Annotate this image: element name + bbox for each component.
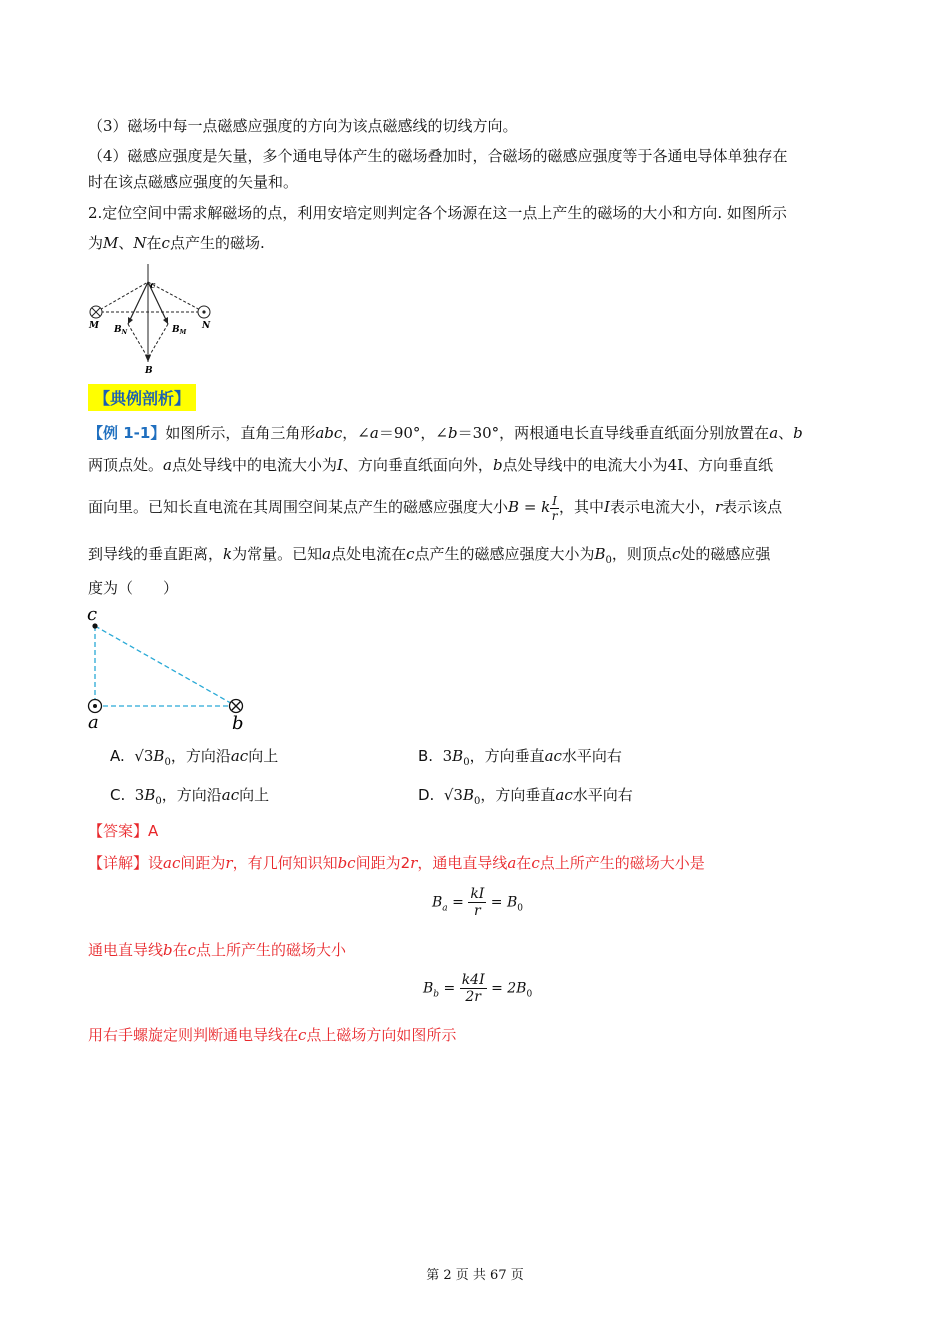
fig2-label-b: b <box>232 713 244 732</box>
intro-item-4-line2: 时在该点磁感应强度的矢量和。 <box>88 173 299 191</box>
equation-Bb: $B_b$ = $\frac{k4I}{2r}$ = $2B_0$ <box>423 972 533 1005</box>
point-2-line2: 为M、N在c点产生的磁场. <box>88 234 265 252</box>
fig2-label-a: a <box>88 712 99 732</box>
option-d[interactable]: D. $√3B_0$，方向垂直ac水平向右 <box>418 786 633 807</box>
point-2-line1: 2.定位空间中需求解磁场的点，利用安培定则判定各个场源在这一点上产生的磁场的大小和方向. 如图所示 <box>88 204 787 222</box>
example-line2: 两顶点处。a点处导线中的电流大小为I、方向垂直纸面向外，b点处导线中的电流大小为4I、方向垂直纸 <box>88 456 774 474</box>
detail-line1: 【详解】设ac间距为r，有几何知识知bc间距为2r，通电直导线a在c点上所产生的磁场大小是 <box>88 854 705 872</box>
option-a[interactable]: A. $√3B_0$，方向沿ac向上 <box>110 747 279 768</box>
option-c[interactable]: C. $3B_0$，方向沿ac向上 <box>110 786 270 807</box>
dashed-line-BN-B <box>128 324 148 358</box>
equation-Ba: $B_a$ = $\frac{kI}{r}$ = $B_0$ <box>432 886 523 919</box>
detail-line2: 通电直导线b在c点上所产生的磁场大小 <box>88 941 347 959</box>
intro-item-3: （3）磁场中每一点磁感应强度的方向为该点磁感线的切线方向。 <box>88 117 518 135</box>
example-line1: 【例 1-1】如图所示，直角三角形abc，∠a＝90°，∠b＝30°，两根通电长直导线垂直纸面分别放置在a、b <box>88 424 803 442</box>
fig1-label-BM: $B_M$ <box>172 325 187 336</box>
fig1-label-N: N <box>202 321 211 331</box>
example-line3: 面向里。已知长直电流在其周围空间某点产生的磁感应强度大小B = k $\frac{I}{r}$ ，其中I表示电流大小，r表示该点 <box>88 493 783 523</box>
example-line4: 到导线的垂直距离，k为常量。已知a点处电流在c点产生的磁感应强度大小为$B_0$，则顶点c处的磁感应强 <box>88 545 771 566</box>
section-badge-typical-examples: 【典例剖析】 <box>88 384 196 411</box>
fig2-label-c: c <box>87 604 98 625</box>
magnetic-field-superposition-figure <box>84 262 224 378</box>
triangle-side-bc <box>95 626 236 706</box>
answer-line: 【答案】A <box>88 822 159 840</box>
dashed-line-BM-B <box>148 324 168 358</box>
intro-item-4-line1: （4）磁感应强度是矢量，多个通电导体产生的磁场叠加时，合磁场的磁感应强度等于各通电导体单独存在 <box>88 147 788 165</box>
option-b[interactable]: B. $3B_0$，方向垂直ac水平向右 <box>418 747 622 768</box>
dashed-line-c-N <box>148 282 204 312</box>
detail-line3: 用右手螺旋定则判断通电导线在c点上磁场方向如图所示 <box>88 1026 457 1044</box>
vector-B-arrowhead <box>145 355 151 362</box>
page-footer: 第 2 页 共 67 页 <box>426 1268 524 1283</box>
fig1-label-M: M <box>89 321 99 331</box>
fig1-label-B: B <box>145 366 153 376</box>
vector-BN <box>128 282 148 324</box>
fig1-label-c: c <box>150 281 156 291</box>
fig1-label-BN: $B_N$ <box>114 325 128 336</box>
example-line5: 度为（ ） <box>88 579 179 597</box>
right-triangle-figure <box>84 604 254 732</box>
